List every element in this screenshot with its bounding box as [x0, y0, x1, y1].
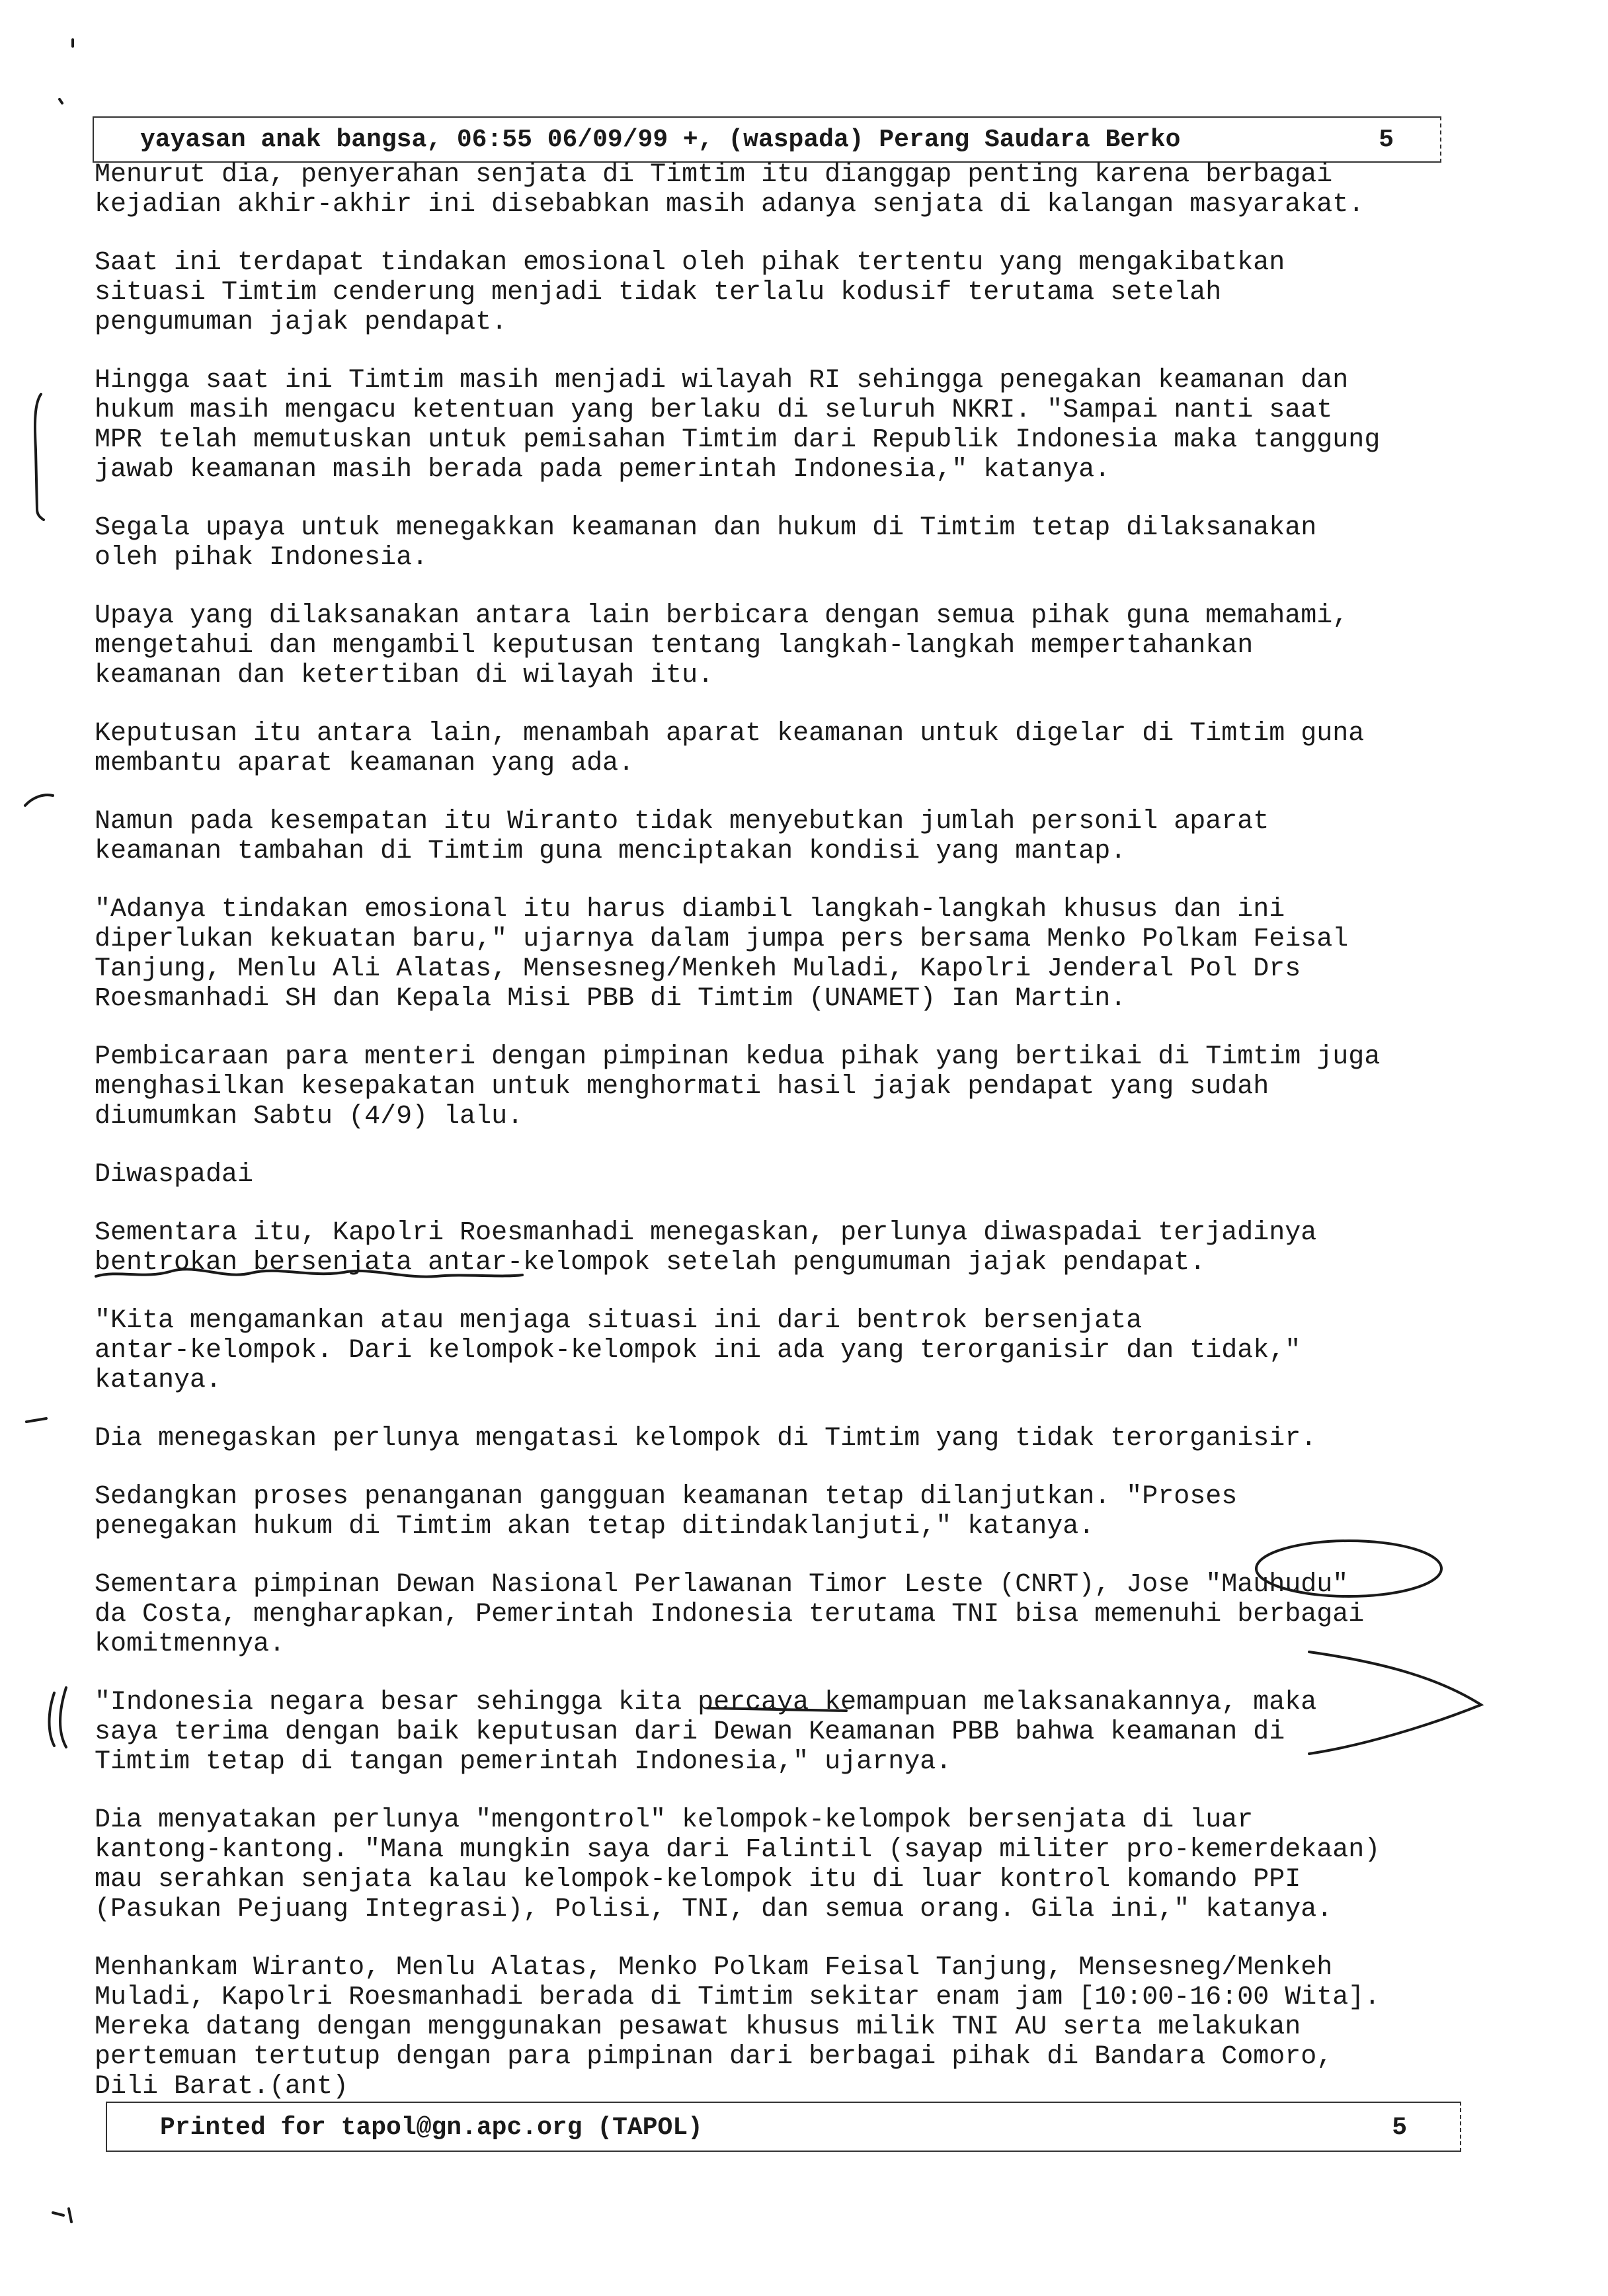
footer-page-number: 5	[1392, 2113, 1407, 2142]
paragraph: Saat ini terdapat tindakan emosional oleh pihak tertentu yang mengakibatkan situasi Timtim cenderung menjadi tidak terlalu kodusif terutama setelah pengumuman jajak pendapat.	[95, 248, 1285, 337]
paragraph: Hingga saat ini Timtim masih menjadi wilayah RI sehingga penegakan keamanan dan hukum masih mengacu ketentuan yang berlaku di seluruh NKRI. "Sampai nanti saat MPR telah memutuskan untuk pemisahan Timtim dari Republik Indonesia maka tanggung jawab keamanan masih berada pada pemerintah Indonesia," katanya.	[95, 366, 1381, 485]
top-margin-mark	[60, 40, 73, 103]
paragraph: Dia menegaskan perlunya mengatasi kelompok di Timtim yang tidak terorganisir.	[95, 1424, 1317, 1454]
paragraph: Sementara pimpinan Dewan Nasional Perlawanan Timor Leste (CNRT), Jose "Mauhudu" da Costa, mengharapkan, Pemerintah Indonesia terutama TNI bisa memenuhi berbagai komitmennya.	[95, 1570, 1365, 1659]
paragraph: Sementara itu, Kapolri Roesmanhadi menegaskan, perlunya diwaspadai terjadinya bentrokan bersenjata antar-kelompok setelah pengumuman jajak pendapat.	[95, 1218, 1317, 1278]
paragraph: "Kita mengamankan atau menjaga situasi ini dari bentrok bersenjata antar-kelompok. Dari kelompok-kelompok ini ada yang terorganisir dan tidak," katanya.	[95, 1306, 1301, 1395]
paragraph: Sedangkan proses penanganan gangguan keamanan tetap dilanjutkan. "Proses penegakan hukum di Timtim akan tetap ditindaklanjuti," katanya.	[95, 1482, 1238, 1541]
paragraph: Dia menyatakan perlunya "mengontrol" kelompok-kelompok bersenjata di luar kantong-kantong. "Mana mungkin saya dari Falintil (sayap militer pro-kemerdekaan) mau serahkan senjata kalau kelompok-kelompok itu di luar kontrol komando PPI (Pasukan Pejuang Integrasi), Polisi, TNI, dan semua orang. Gila ini," katanya.	[95, 1805, 1381, 1924]
bottom-margin-mark	[53, 2209, 71, 2222]
paragraph: Menhankam Wiranto, Menlu Alatas, Menko Polkam Feisal Tanjung, Mensesneg/Menkeh Muladi, Kapolri Roesmanhadi berada di Timtim sekitar enam jam [10:00-16:00 Wita]. Mereka datang dengan menggunakan pesawat khusus milik TNI AU serta melakukan pertemuan tertutup dengan para pimpinan dari berbagai pihak di Bandara Comoro, Dili Barat.(ant)	[95, 1953, 1381, 2102]
paragraph: Pembicaraan para menteri dengan pimpinan kedua pihak yang bertikai di Timtim juga menghasilkan kesepakatan untuk menghormati hasil jajak pendapat yang sudah diumumkan Sabtu (4/9) lalu.	[95, 1042, 1381, 1131]
header-page-number: 5	[1379, 126, 1394, 154]
margin-tick-mark	[25, 795, 53, 805]
paragraph: "Indonesia negara besar sehingga kita percaya kemampuan melaksanakannya, maka saya terima dengan baik keputusan dari Dewan Keamanan PBB bahwa keamanan di Timtim tetap di tangan pemerintah Indonesia," ujarnya.	[95, 1688, 1317, 1777]
article-body	[95, 160, 1470, 2130]
paragraph: Upaya yang dilaksanakan antara lain berbicara dengan semua pihak guna memahami, mengetahui dan mengambil keputusan tentang langkah-langkah mempertahankan keamanan dan ketertiban di wilayah itu.	[95, 601, 1349, 690]
footer-text: Printed for tapol@gn.apc.org (TAPOL)	[160, 2113, 703, 2142]
paragraph: Segala upaya untuk menegakkan keamanan dan hukum di Timtim tetap dilaksanakan oleh pihak Indonesia.	[95, 513, 1317, 573]
paragraph: Namun pada kesempatan itu Wiranto tidak menyebutkan jumlah personil aparat keamanan tambahan di Timtim guna menciptakan kondisi yang mantap.	[95, 807, 1269, 866]
paragraph: "Adanya tindakan emosional itu harus diambil langkah-langkah khusus dan ini diperlukan kekuatan baru," ujarnya dalam jumpa pers bersama Menko Polkam Feisal Tanjung, Menlu Ali Alatas, Mensesneg/Menkeh Muladi, Kapolri Jenderal Pol Drs Roesmanhadi SH dan Kepala Misi PBB di Timtim (UNAMET) Ian Martin.	[95, 895, 1349, 1014]
paragraph: Keputusan itu antara lain, menambah aparat keamanan untuk digelar di Timtim guna membantu aparat keamanan yang ada.	[95, 719, 1365, 778]
footer-box	[106, 2102, 1461, 2152]
section-subheading: Diwaspadai	[95, 1160, 254, 1190]
margin-bracket-mark	[35, 394, 44, 520]
header-box	[93, 116, 1441, 163]
left-parentheses-mark	[50, 1688, 67, 1747]
paragraph: Menurut dia, penyerahan senjata di Timtim itu dianggap penting karena berbagai kejadian akhir-akhir ini disebabkan masih adanya senjata di kalangan masyarakat.	[95, 160, 1365, 220]
margin-dash-mark	[26, 1418, 46, 1422]
header-title: yayasan anak bangsa, 06:55 06/09/99 +, (waspada) Perang Saudara Berko	[140, 126, 1181, 154]
